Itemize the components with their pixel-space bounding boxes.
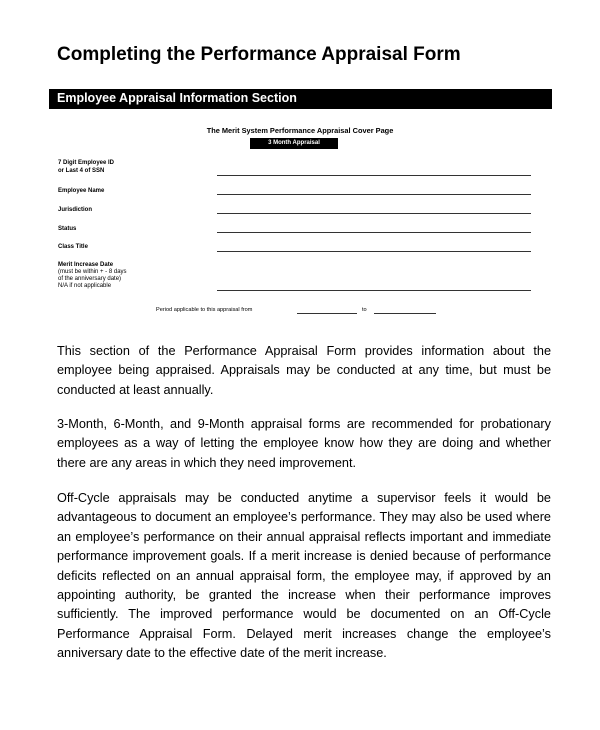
employee-id-label [58, 160, 114, 175]
period-label: Period applicable to this appraisal from [156, 307, 253, 313]
period-to-line [374, 313, 436, 314]
paragraph-off-cycle: Off-Cycle appraisals may be conducted anytime a supervisor feels it would be advantageous to document an employee’s performance. They may also be used where an employee’s performance on their annual appraisal reflects important and immediate performance improvement goals. If a merit increase is denied because of performance deficits reflected on an annual appraisal form, the employee may, if approved by an appointing authority, be granted the increase when their performance improves sufficiently. The improved performance would be documented on an Off-Cycle Performance Appraisal Form. Delayed merit increases change the employee’s anniversary date to the effective date of the merit increase. [57, 491, 551, 661]
paragraph-probationary: 3-Month, 6-Month, and 9-Month appraisal forms are recommended for probationary employees as a way of letting the employee know how they are doing and whether there are any areas in which they need improvement. [57, 417, 551, 470]
paragraph-overview: This section of the Performance Appraisal Form provides information about the employee being appraised. Appraisals may be conducted at any time, but must be conducted at least annually. [57, 344, 551, 397]
status-label: Status [58, 226, 77, 232]
jurisdiction-label: Jurisdiction [58, 207, 93, 213]
employee-name-label: Employee Name [58, 188, 105, 194]
document-title: Completing the Performance Appraisal Form [57, 44, 461, 65]
merit-increase-date-line [217, 290, 531, 291]
period-to-label: to [362, 307, 367, 313]
merit-note-3: N/A if not applicable [58, 283, 112, 289]
cover-page-title: The Merit System Performance Appraisal Cover Page [206, 126, 394, 135]
section-header-bar [49, 89, 552, 109]
class-title-label: Class Title [58, 244, 88, 250]
period-from-line [297, 313, 357, 314]
merit-note-1: (must be within + - 8 days [58, 269, 127, 275]
section-header-text: Employee Appraisal Information Section [57, 91, 297, 105]
merit-increase-date-label: Merit Increase Date [58, 262, 114, 268]
appraisal-type-badge: 3 Month Appraisal [250, 138, 338, 149]
employee-name-line [217, 194, 531, 195]
employee-id-line [217, 175, 531, 176]
employee-id-label-line1: 7 Digit Employee ID [58, 160, 115, 166]
employee-id-label-line2: or Last 4 of SSN [58, 167, 105, 174]
merit-note-2: of the anniversary date) [58, 276, 122, 282]
class-title-line [217, 251, 531, 252]
status-line [217, 232, 531, 233]
jurisdiction-line [217, 213, 531, 214]
